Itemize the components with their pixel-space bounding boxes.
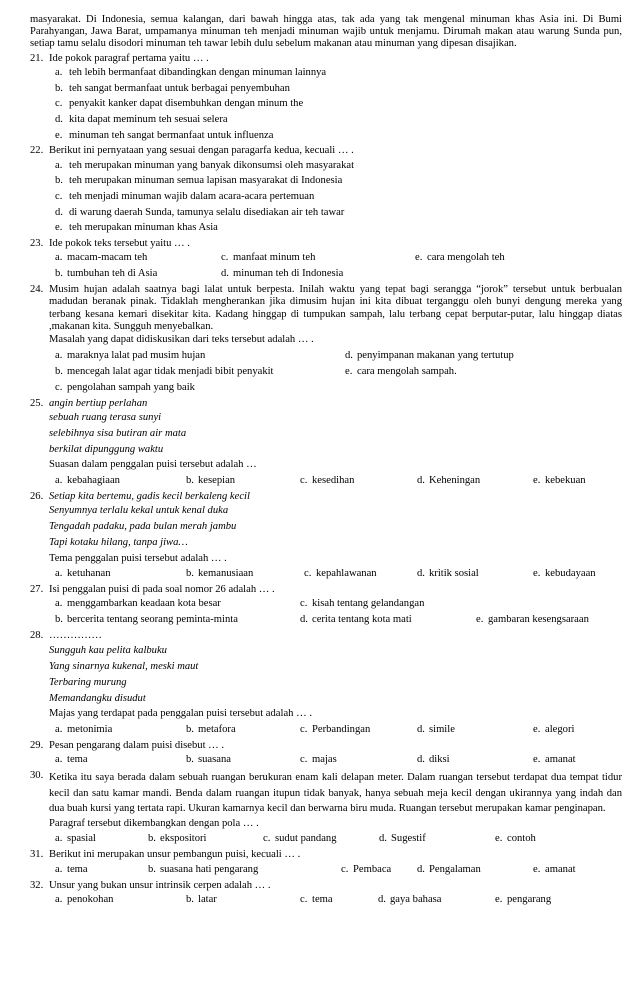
option-letter: a. bbox=[55, 863, 63, 875]
option-text: suasana hati pengarang bbox=[160, 863, 259, 875]
question-number: 32. bbox=[30, 879, 44, 891]
option-e bbox=[533, 473, 586, 489]
question-25 bbox=[30, 398, 622, 410]
question-27 bbox=[30, 584, 622, 596]
question-28 bbox=[30, 630, 622, 642]
question-26 bbox=[30, 491, 622, 503]
option-e bbox=[476, 612, 589, 628]
option-d bbox=[300, 612, 476, 628]
option-e bbox=[495, 892, 551, 908]
option-letter: a. bbox=[55, 598, 63, 610]
option-text: pengarang bbox=[507, 893, 552, 905]
question-29-options bbox=[55, 752, 622, 768]
option-text: Perbandingan bbox=[312, 723, 371, 735]
question-number: 29. bbox=[30, 739, 44, 751]
option-a bbox=[55, 473, 186, 489]
option-text: Sugestif bbox=[391, 833, 426, 845]
option-letter: e. bbox=[533, 568, 541, 580]
option-letter: b. bbox=[55, 268, 63, 280]
option-text: teh menjadi minuman wajib dalam acara-acara pertemuan bbox=[69, 190, 315, 202]
option-letter: e. bbox=[55, 222, 63, 234]
question-text: Tema penggalan puisi tersebut adalah … . bbox=[49, 552, 227, 564]
option-letter: e. bbox=[495, 893, 503, 905]
option-text: amanat bbox=[545, 754, 576, 766]
option-letter: b. bbox=[55, 82, 63, 94]
option-text: cerita tentang kota mati bbox=[312, 614, 412, 626]
option-letter: c. bbox=[55, 381, 63, 393]
option-letter: c. bbox=[300, 754, 308, 766]
poem-line: berkilat dipunggung waktu bbox=[49, 444, 164, 456]
option-letter: e. bbox=[345, 365, 353, 377]
option-b bbox=[55, 612, 300, 628]
option-text: kebahagiaan bbox=[67, 474, 120, 486]
question-number: 27. bbox=[30, 584, 44, 596]
option-letter: b. bbox=[55, 365, 63, 377]
option-letter: a. bbox=[55, 159, 63, 171]
option-letter: a. bbox=[55, 754, 63, 766]
poem-line: selebihnya sisa butiran air mata bbox=[49, 427, 187, 439]
option-c bbox=[300, 473, 417, 489]
option-e bbox=[415, 250, 505, 266]
option-letter: e. bbox=[533, 863, 541, 875]
option-letter: c. bbox=[221, 252, 229, 264]
option-letter: e. bbox=[415, 252, 423, 264]
option-letter: d. bbox=[378, 893, 386, 905]
option-letter: c. bbox=[300, 893, 308, 905]
option-c bbox=[55, 380, 195, 396]
option-letter: c. bbox=[300, 723, 308, 735]
option-letter: d. bbox=[417, 568, 425, 580]
poem-line: Senyumnya terlalu kekal untuk kenal duka bbox=[49, 505, 229, 517]
question-25-options bbox=[55, 473, 622, 489]
poem-line: Sungguh kau pelita kalbuku bbox=[49, 644, 167, 656]
option-text: majas bbox=[312, 754, 337, 766]
option-text: teh merupakan minuman khas Asia bbox=[69, 222, 218, 234]
option-letter: a. bbox=[55, 66, 63, 78]
option-letter: c. bbox=[300, 474, 308, 486]
option-text: minuman teh di Indonesia bbox=[233, 268, 344, 280]
option-e bbox=[533, 722, 574, 738]
option-letter: c. bbox=[55, 98, 63, 110]
option-text: kisah tentang gelandangan bbox=[312, 598, 425, 610]
question-number: 26. bbox=[30, 490, 44, 502]
option-c bbox=[55, 96, 622, 112]
option-letter: d. bbox=[55, 113, 63, 125]
option-letter: d. bbox=[417, 723, 425, 735]
question-text: Majas yang terdapat pada penggalan puisi tersebut adalah … . bbox=[49, 708, 312, 720]
option-text: maraknya lalat pad musim hujan bbox=[67, 349, 206, 361]
poem-line: Terbaring murung bbox=[49, 677, 127, 688]
poem-line: Memandangku disudut bbox=[49, 693, 146, 705]
option-text: teh merupakan minuman semua lapisan masyarakat di Indonesia bbox=[69, 175, 343, 187]
option-letter: a. bbox=[55, 349, 63, 361]
document-page bbox=[30, 14, 622, 908]
question-27-options bbox=[55, 596, 622, 628]
question-number: 24. bbox=[30, 284, 44, 296]
option-letter: c. bbox=[300, 598, 308, 610]
option-text: kita dapat meminum teh sesuai selera bbox=[69, 113, 228, 125]
question-30 bbox=[30, 770, 622, 817]
option-c bbox=[304, 566, 417, 582]
option-text: kebudayaan bbox=[545, 568, 596, 580]
option-letter: e. bbox=[476, 614, 484, 626]
option-letter: a. bbox=[55, 252, 63, 264]
option-b bbox=[186, 892, 300, 908]
option-text: di warung daerah Sunda, tamunya selalu disediakan air teh tawar bbox=[69, 206, 345, 218]
poem-line: Tapi kotaku hilang, tanpa jiwa… bbox=[49, 537, 188, 549]
option-c bbox=[300, 752, 417, 768]
question-number: 30. bbox=[30, 770, 44, 782]
option-text: Pengalaman bbox=[429, 863, 481, 875]
option-letter: d. bbox=[417, 863, 425, 875]
option-a bbox=[55, 892, 186, 908]
option-text: penyakit kanker dapat disembuhkan dengan minum the bbox=[69, 98, 304, 110]
option-d bbox=[417, 722, 533, 738]
option-letter: b. bbox=[186, 893, 194, 905]
option-text: mencegah lalat agar tidak menjadi bibit penyakit bbox=[67, 365, 274, 377]
option-text: amanat bbox=[545, 863, 576, 875]
question-24-options bbox=[55, 348, 622, 396]
option-c bbox=[221, 250, 415, 266]
question-text: Unsur yang bukan unsur intrinsik cerpen adalah … . bbox=[49, 879, 271, 891]
option-text: teh merupakan minuman yang banyak dikonsumsi oleh masyarakat bbox=[69, 159, 355, 171]
option-letter: d. bbox=[345, 349, 353, 361]
option-text: alegori bbox=[545, 723, 575, 735]
option-a bbox=[55, 65, 622, 81]
option-d bbox=[379, 831, 495, 847]
option-letter: b. bbox=[186, 723, 194, 735]
option-text: tumbuhan teh di Asia bbox=[67, 268, 158, 280]
option-text: penokohan bbox=[67, 893, 114, 905]
option-text: ketuhanan bbox=[67, 568, 111, 580]
option-d bbox=[55, 205, 622, 221]
poem-line: sebuah ruang terasa sunyi bbox=[49, 411, 162, 423]
option-b bbox=[148, 831, 263, 847]
question-26-options bbox=[55, 566, 622, 582]
option-d bbox=[417, 566, 533, 582]
option-text: ekspositori bbox=[160, 833, 207, 845]
option-a bbox=[55, 596, 300, 612]
option-b bbox=[55, 81, 622, 97]
option-text: teh lebih bermanfaat dibandingkan dengan minuman lainnya bbox=[69, 66, 327, 78]
question-number: 31. bbox=[30, 849, 44, 861]
option-text: kepahlawanan bbox=[316, 568, 377, 580]
question-22 bbox=[30, 145, 622, 157]
poem-line: Setiap kita bertemu, gadis kecil berkaleng kecil bbox=[49, 490, 250, 502]
option-c bbox=[341, 862, 417, 878]
question-number: 21. bbox=[30, 52, 44, 64]
option-text: metafora bbox=[198, 723, 236, 735]
option-text: tema bbox=[312, 893, 333, 905]
option-text: teh sangat bermanfaat untuk berbagai penyembuhan bbox=[69, 82, 290, 94]
option-letter: a. bbox=[55, 723, 63, 735]
option-letter: d. bbox=[221, 268, 229, 280]
option-a bbox=[55, 862, 148, 878]
option-text: penyimpanan makanan yang tertutup bbox=[357, 349, 514, 361]
option-letter: c. bbox=[341, 863, 349, 875]
option-letter: b. bbox=[148, 863, 156, 875]
option-text: Pembaca bbox=[353, 863, 392, 875]
option-text: pengolahan sampah yang baik bbox=[67, 381, 195, 393]
option-e bbox=[533, 862, 576, 878]
option-letter: e. bbox=[533, 723, 541, 735]
option-d bbox=[221, 266, 343, 282]
option-letter: e. bbox=[533, 474, 541, 486]
question-29 bbox=[30, 740, 622, 752]
option-text: kesepian bbox=[198, 474, 236, 486]
option-letter: d. bbox=[417, 474, 425, 486]
option-d bbox=[55, 112, 622, 128]
option-e bbox=[533, 566, 596, 582]
question-32 bbox=[30, 880, 622, 892]
option-b bbox=[55, 364, 345, 380]
question-text: Berikut ini merupakan unsur pembangun puisi, kecuali … . bbox=[49, 849, 301, 861]
question-text: Pesan pengarang dalam puisi disebut … . bbox=[49, 739, 225, 751]
option-text: simile bbox=[429, 723, 455, 735]
option-letter: d. bbox=[379, 833, 387, 845]
option-text: suasana bbox=[198, 754, 231, 766]
option-a bbox=[55, 722, 186, 738]
question-text: Paragraf tersebut dikembangkan dengan pola … . bbox=[49, 817, 259, 829]
option-c bbox=[263, 831, 379, 847]
question-text: Masalah yang dapat didiskusikan dari teks tersebut adalah … . bbox=[49, 334, 314, 346]
option-letter: a. bbox=[55, 474, 63, 486]
option-text: diksi bbox=[429, 754, 450, 766]
option-text: gaya bahasa bbox=[390, 893, 442, 905]
question-number: 23. bbox=[30, 238, 44, 250]
question-number: 25. bbox=[30, 397, 44, 409]
option-e bbox=[533, 752, 576, 768]
question-21-options bbox=[55, 65, 622, 144]
poem-line: Tengadah padaku, pada bulan merah jambu bbox=[49, 521, 237, 533]
option-letter: b. bbox=[186, 568, 194, 580]
question-31 bbox=[30, 849, 622, 861]
option-c bbox=[300, 722, 417, 738]
option-e bbox=[495, 831, 536, 847]
question-passage: Ketika itu saya berada dalam sebuah ruangan berukuran enam kali delapan meter. Dalam ruangan tersebut terdapat dua tempat tidur kecil dan satu kamar mandi. Benda dalam ruangan itupun tidak banyak, hanya sebuah meja kecil dengan ukirannya yang indah dan dua buah kursi yang tertata rapi. Ukuran kamarnya kecil dan berwarna biru muda. Ruangan tersebut merupakan kamar penginapan. bbox=[49, 772, 622, 815]
option-a bbox=[55, 752, 186, 768]
intro-paragraph: masyarakat. Di Indonesia, semua kalangan, dari bawah hingga atas, tak ada yang tak mengenal minuman khas Asia ini. Di Bumi Parahyangan, Jawa Barat, umpamanya minuman teh menjadi minuman wajib untuk menjamu. Dirumah makan atau warung Sunda pun, setiap tamu selalu disodori minuman teh tawar lebih dulu sebelum makanan atau minuman yang dipesan disajikan. bbox=[30, 14, 622, 50]
question-30-options bbox=[55, 831, 622, 847]
option-e bbox=[55, 220, 622, 236]
option-letter: e. bbox=[495, 833, 503, 845]
option-text: metonimia bbox=[67, 723, 113, 735]
option-c bbox=[55, 189, 622, 205]
option-letter: a. bbox=[55, 833, 63, 845]
option-text: tema bbox=[67, 863, 88, 875]
question-text: Ide pokok teks tersebut yaitu … . bbox=[49, 238, 190, 250]
option-text: sudut pandang bbox=[275, 833, 337, 845]
option-a bbox=[55, 250, 221, 266]
option-text: minuman teh sangat bermanfaat untuk influenza bbox=[69, 129, 274, 141]
option-letter: e. bbox=[533, 754, 541, 766]
option-a bbox=[55, 566, 186, 582]
option-text: Keheningan bbox=[429, 474, 481, 486]
option-c bbox=[300, 892, 378, 908]
option-b bbox=[55, 173, 622, 189]
poem-line: Yang sinarnya kukenal, meski maut bbox=[49, 660, 199, 672]
option-letter: d. bbox=[55, 206, 63, 218]
option-letter: d. bbox=[417, 754, 425, 766]
option-letter: b. bbox=[186, 754, 194, 766]
option-letter: b. bbox=[55, 175, 63, 187]
question-24 bbox=[30, 284, 622, 333]
question-number: 22. bbox=[30, 145, 44, 157]
option-text: latar bbox=[198, 893, 217, 905]
option-text: kemanusiaan bbox=[198, 568, 254, 580]
option-e bbox=[55, 128, 622, 144]
option-text: spasial bbox=[67, 833, 96, 845]
question-32-options bbox=[55, 892, 622, 908]
option-b bbox=[186, 722, 300, 738]
option-text: tema bbox=[67, 754, 88, 766]
question-text: Berikut ini pernyataan yang sesuai dengan paragarfa kedua, kecuali … . bbox=[49, 145, 354, 157]
option-d bbox=[378, 892, 495, 908]
option-d bbox=[417, 752, 533, 768]
option-d bbox=[345, 348, 514, 364]
option-a bbox=[55, 348, 345, 364]
option-text: kesedihan bbox=[312, 474, 355, 486]
option-d bbox=[417, 862, 533, 878]
option-b bbox=[186, 752, 300, 768]
question-text: Isi penggalan puisi di pada soal nomor 26 adalah … . bbox=[49, 584, 275, 596]
option-a bbox=[55, 831, 148, 847]
question-23 bbox=[30, 238, 622, 250]
option-text: menggambarkan keadaan kota besar bbox=[67, 598, 221, 610]
option-b bbox=[186, 473, 300, 489]
option-text: macam-macam teh bbox=[67, 252, 148, 264]
question-number: 28. bbox=[30, 630, 44, 642]
option-d bbox=[417, 473, 533, 489]
question-passage: Musim hujan adalah saatnya bagi lalat untuk berpesta. Inilah waktu yang tepat bagi serangga “jorok” tersebut untuk berbualan madudan beranak pinak. Tidaklah mengherankan jika dimusim hujan ini kita dibuat terganggu oleh bunyi dengung mereka yang terbang kesana kemari disekitar kita. Kadang hinggap di tumpukan sampah, lalu terbang cepat berputar-putar, lalu hinggap diatas ,makanan kita. Sungguh menyebalkan. bbox=[49, 284, 622, 332]
option-b bbox=[148, 862, 341, 878]
option-b bbox=[55, 266, 221, 282]
option-text: cara mengolah sampah. bbox=[357, 365, 457, 377]
option-letter: c. bbox=[263, 833, 271, 845]
question-23-options bbox=[55, 250, 622, 282]
option-letter: b. bbox=[55, 614, 63, 626]
option-text: kritik sosial bbox=[429, 568, 479, 580]
option-text: gambaran kesengsaraan bbox=[488, 614, 589, 626]
option-text: cara mengolah teh bbox=[427, 252, 505, 264]
option-letter: b. bbox=[148, 833, 156, 845]
option-letter: c. bbox=[55, 190, 63, 202]
option-e bbox=[345, 364, 457, 380]
option-letter: e. bbox=[55, 129, 63, 141]
question-text: Suasan dalam penggalan puisi tersebut adalah … bbox=[49, 459, 257, 471]
question-31-options bbox=[55, 862, 622, 878]
option-text: bercerita tentang seorang peminta-minta bbox=[67, 614, 238, 626]
question-28-options bbox=[55, 722, 622, 738]
option-c bbox=[300, 596, 424, 612]
question-21 bbox=[30, 53, 622, 65]
option-letter: a. bbox=[55, 568, 63, 580]
option-letter: a. bbox=[55, 893, 63, 905]
option-letter: c. bbox=[304, 568, 312, 580]
option-a bbox=[55, 158, 622, 174]
option-text: kebekuan bbox=[545, 474, 586, 486]
option-letter: d. bbox=[300, 614, 308, 626]
option-text: contoh bbox=[507, 833, 536, 845]
blank-line: …………… bbox=[49, 630, 102, 642]
question-text: Ide pokok paragraf pertama yaitu … . bbox=[49, 52, 209, 64]
option-text: manfaat minum teh bbox=[233, 252, 316, 264]
option-letter: b. bbox=[186, 474, 194, 486]
poem-line: angin bertiup perlahan bbox=[49, 397, 148, 409]
question-22-options bbox=[55, 158, 622, 237]
option-b bbox=[186, 566, 304, 582]
